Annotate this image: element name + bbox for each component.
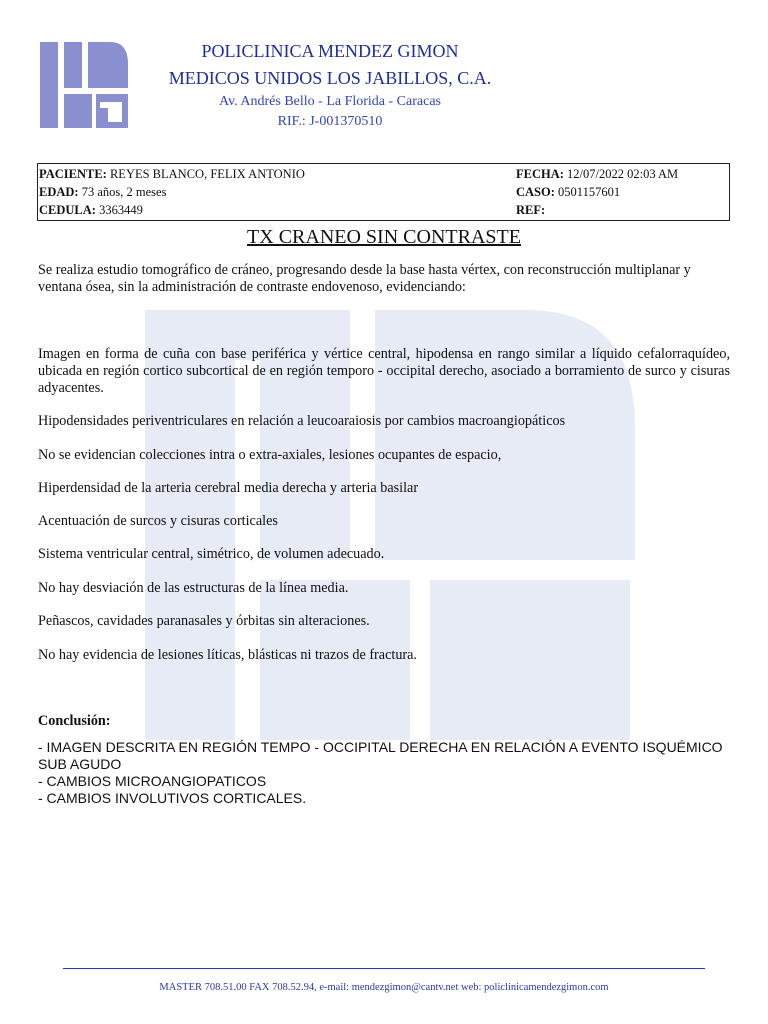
patient-id-row [39, 201, 143, 219]
patient-age-label: EDAD: [39, 185, 79, 199]
patient-name-label: PACIENTE: [39, 167, 107, 181]
patient-info-box [37, 163, 730, 221]
conclusion-line: - CAMBIOS MICROANGIOPATICOS [38, 773, 267, 789]
patient-age-row [39, 183, 166, 201]
ref-row [516, 201, 545, 219]
clinic-rif: RIF.: J-001370510 [277, 114, 383, 129]
ref-label: REF: [516, 203, 546, 217]
clinic-name: POLICLINICA MENDEZ GIMON [201, 41, 459, 61]
patient-name-row [39, 165, 305, 183]
finding-item: No hay desviación de las estructuras de la línea media. [38, 580, 349, 596]
date-row [516, 165, 678, 183]
finding-item: Acentuación de surcos y cisuras corticales [38, 513, 278, 529]
case-row [516, 183, 620, 201]
finding-item: Hipodensidades periventriculares en relación a leucoaraiosis por cambios macroangiopáticos [38, 413, 566, 429]
conclusion-line: - CAMBIOS INVOLUTIVOS CORTICALES. [38, 790, 307, 806]
patient-id-value: 3363449 [95, 203, 143, 217]
mg-logo-icon [38, 40, 130, 130]
conclusion-heading: Conclusión: [38, 713, 111, 729]
finding-item: No se evidencian colecciones intra o extra-axiales, lesiones ocupantes de espacio, [38, 447, 502, 463]
finding-item: Imagen en forma de cuña con base periférica y vértice central, hipodensa en rango similar a líquido cefalorraquídeo, ubicada en región cortico subcortical de en región temporo - occipital derecho, asociado a borramiento de surco y cisuras adyacentes. [38, 346, 730, 396]
finding-item: Peñascos, cavidades paranasales y órbitas sin alteraciones. [38, 613, 370, 629]
case-value: 0501157601 [554, 185, 621, 199]
case-label: CASO: [516, 185, 555, 199]
patient-name-value: REYES BLANCO, FELIX ANTONIO [106, 167, 305, 181]
finding-item: Sistema ventricular central, simétrico, de volumen adecuado. [38, 546, 385, 562]
date-label: FECHA: [516, 167, 564, 181]
date-value: 12/07/2022 02:03 AM [563, 167, 679, 181]
clinic-subname: MEDICOS UNIDOS LOS JABILLOS, C.A. [168, 68, 492, 88]
conclusion-line: - IMAGEN DESCRITA EN REGIÓN TEMPO - OCCIPITAL DERECHA EN RELACIÓN A EVENTO ISQUÉMICO SUB AGUDO [38, 739, 723, 772]
footer-divider [63, 968, 705, 969]
patient-age-value: 73 años, 2 meses [78, 185, 167, 199]
finding-item: Hiperdensidad de la arteria cerebral media derecha y arteria basilar [38, 480, 419, 496]
patient-id-label: CEDULA: [39, 203, 96, 217]
report-intro: Se realiza estudio tomográfico de cráneo, progresando desde la base hasta vértex, con reconstrucción multiplanar y ventana ósea, sin la administración de contraste endovenoso, evidenciando: [38, 262, 691, 295]
footer-contact: MASTER 708.51.00 FAX 708.52.94, e-mail: mendezgimon@cantv.net web: policlinicamendezgimon.com [159, 982, 609, 993]
finding-item: No hay evidencia de lesiones líticas, blásticas ni trazos de fractura. [38, 647, 417, 663]
report-title: TX CRANEO SIN CONTRASTE [247, 226, 521, 248]
clinic-address: Av. Andrés Bello - La Florida - Caracas [219, 94, 441, 109]
